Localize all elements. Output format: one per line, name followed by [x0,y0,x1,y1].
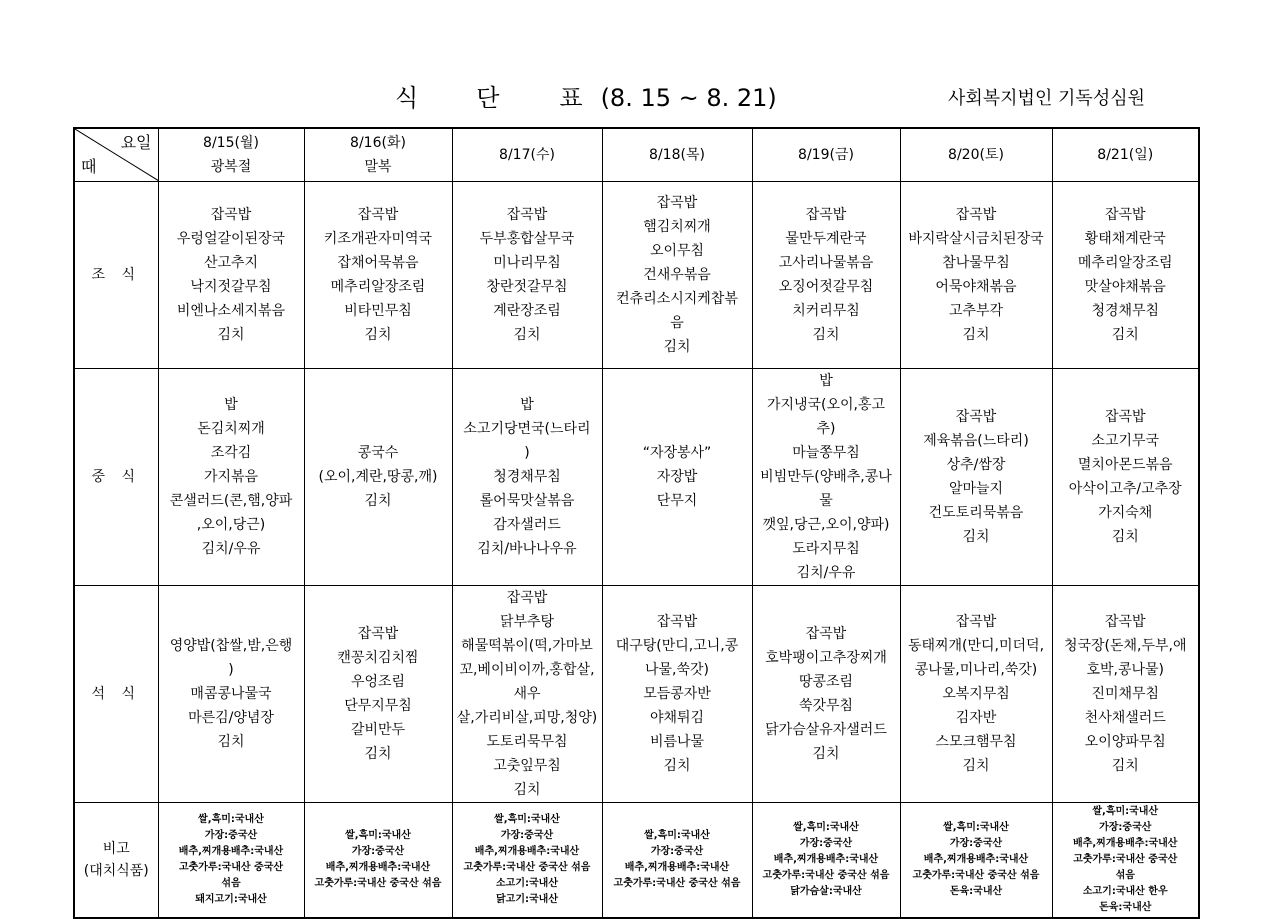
menu-item: 우렁얼갈이된장국 [176,231,286,247]
menu-item: 김치 [364,493,392,509]
menu-item: 잡곡밥 [357,207,399,223]
menu-item: 비타민무침 [344,303,412,319]
dinner-row [74,586,1199,803]
title-char: 식 [395,84,419,112]
menu-item: 잡곡밥 [210,207,252,223]
menu-cell [1052,182,1199,369]
menu-cell [1052,586,1199,803]
menu-item: 쑥갓무침 [798,698,854,714]
menu-item: 어묵야채볶음 [935,279,1017,295]
menu-item: 제육볶음(느타리) [923,433,1029,449]
menu-item: 천사채샐러드 [1084,710,1166,726]
origin-note-line: 고춧가루:국내산 중국산 [178,862,284,873]
origin-note-cell [602,803,752,919]
menu-cell [752,586,900,803]
origin-note-line: 섞음 [1115,870,1135,881]
menu-item: 단무지무침 [344,698,412,714]
menu-item: 갈비만두 [350,722,406,738]
origin-note-line: 고춧가루:국내산 중국산 섞음 [613,878,741,889]
origin-note-line: 소고기:국내산 한우 [1082,886,1168,897]
menu-item: 계란장조림 [493,303,561,319]
menu-item: 잡채어묵볶음 [337,255,419,271]
menu-item: 스모크햄무침 [935,734,1017,750]
menu-item: (오이,계란,땅콩,깨) [318,469,438,485]
menu-cell [752,369,900,586]
menu-item: 김치 [217,327,245,343]
menu-item: 김치 [364,746,392,762]
document-title [395,78,777,113]
menu-item: 콩국수 [357,445,399,461]
origin-note-line: 고춧가루:국내산 중국산 섞음 [314,878,442,889]
origin-note-line: 고춧가루:국내산 중국산 섞음 [463,862,591,873]
day-header: 8/17(수) [452,128,602,182]
corner-cell [74,128,158,182]
origin-note-line: 배추,찌개용배추:국내산 [923,854,1029,865]
menu-item: 잡곡밥 [656,614,698,630]
meal-label-lunch: 중 식 [74,369,158,586]
origin-note-line: 쌀,흑미:국내산 [494,814,560,825]
menu-item: 돈김치찌개 [197,421,265,437]
menu-item: 메추리알장조림 [330,279,426,295]
origin-note-line: 가장:중국산 [799,838,853,849]
title-char: 표 [559,84,583,112]
menu-item: 비엔나소세지볶음 [176,303,286,319]
day-header: 8/20(토) [900,128,1052,182]
menu-item: 김치 [1111,327,1139,343]
origin-note-cell [752,803,900,919]
menu-item: 매콤콩나물국 [190,686,272,702]
menu-item: 동태찌개(만디,미더덕, [907,638,1045,654]
menu-item: 잡곡밥 [805,626,847,642]
weekly-menu-table [73,127,1200,919]
origin-note-line: 배추,찌개용배추:국내산 [624,862,730,873]
menu-item: 잡곡밥 [656,195,698,211]
menu-item: 밥 [520,397,534,413]
origin-note-line: 배추,찌개용배추:국내산 [178,846,284,857]
menu-item: 나물,쑥갓) [644,662,709,678]
meal-axis-label: 때 [81,157,97,176]
notes-row [74,803,1199,919]
menu-item: 치커리무침 [792,303,860,319]
menu-item: 깻잎,당근,오이,양파) [762,517,890,533]
origin-note-line: 쌀,흑미:국내산 [1092,806,1159,817]
menu-item: 고추부각 [948,303,1004,319]
menu-item: 알마늘지 [948,481,1004,497]
menu-cell [158,182,304,369]
menu-item: 음 [670,315,684,331]
menu-item: 멸치아몬드볶음 [1077,457,1173,473]
day-header: 8/15(월) 광복절 [158,128,304,182]
menu-item: 햄김치찌개 [643,219,711,235]
menu-item: 가지볶음 [203,469,259,485]
menu-item: 김치 [663,339,691,355]
origin-note-line: 가장:중국산 [204,830,258,841]
day-header: 8/18(목) [602,128,752,182]
origin-note-line: 돈육:국내산 [1099,902,1152,913]
menu-item: 김치/바나나우유 [477,541,577,557]
menu-item: 잡곡밥 [805,207,847,223]
menu-item: 김치 [962,758,990,774]
menu-item: 잡곡밥 [357,626,399,642]
menu-item: 닭가슴살유자샐러드 [765,722,887,738]
menu-item: 오징어젓갈무침 [778,279,874,295]
origin-note-line: 배추,찌개용배추:국내산 [773,854,879,865]
menu-item: 두부홍합살무국 [479,231,575,247]
menu-cell [900,369,1052,586]
menu-cell [602,182,752,369]
origin-note-line: 배추,찌개용배추:국내산 [474,846,580,857]
menu-item: 청국장(돈채,두부,애 [1063,638,1187,654]
origin-note-line: 쌀,흑미:국내산 [345,830,411,841]
menu-item: 황태채계란국 [1084,231,1166,247]
origin-note-cell [1052,803,1199,919]
origin-note-line: 쌀,흑미:국내산 [793,822,859,833]
menu-item: 영양밥(찹쌀,밤,은행 [169,638,293,654]
header-row [74,128,1199,182]
origin-note-cell [900,803,1052,919]
origin-note-line: 가장:중국산 [949,838,1003,849]
origin-note-line: 가장:중국산 [650,846,704,857]
menu-item: 캔꽁치김치찜 [337,650,419,666]
menu-item: 대구탕(만디,고니,콩 [615,638,739,654]
menu-item: 살,가리비살,피망,청양) [456,710,598,726]
menu-item: 호박,콩나물) [1086,662,1165,678]
menu-item: 롤어묵맛살볶음 [479,493,575,509]
origin-note-line: 돼지고기:국내산 [195,894,267,905]
menu-item: 밥 [224,397,238,413]
menu-item: 물만두계란국 [785,231,867,247]
menu-item: 잡곡밥 [1104,207,1146,223]
origin-note-line: 고춧가루:국내산 중국산 섞음 [912,870,1040,881]
menu-item: 야채튀김 [649,710,705,726]
menu-item: 잡곡밥 [1104,614,1146,630]
menu-item: 모듬콩자반 [643,686,711,702]
menu-cell [900,586,1052,803]
menu-item: 잡곡밥 [955,207,997,223]
menu-cell [602,586,752,803]
menu-item: 조각김 [210,445,252,461]
menu-item: “자장봉사” [642,445,712,461]
menu-item: 김치 [1111,529,1139,545]
menu-item: ) [228,662,234,678]
origin-note-cell [452,803,602,919]
menu-item: 진미채무침 [1091,686,1160,702]
menu-item: 오이무침 [649,243,705,259]
origin-note-line: 소고기:국내산 [496,878,558,889]
menu-cell [602,369,752,586]
menu-cell [1052,369,1199,586]
menu-item: 잡곡밥 [955,409,997,425]
menu-item: 상추/쌈장 [946,457,1006,473]
day-header: 8/19(금) [752,128,900,182]
menu-item: 콘샐러드(콘,햄,양파 [169,493,293,509]
menu-item: 마른김/양념장 [188,710,274,726]
menu-item: 바지락살시금치된장국 [908,231,1044,247]
origin-note-cell [304,803,452,919]
menu-item: 맛살야채볶음 [1084,279,1166,295]
menu-item: 감자샐러드 [493,517,561,533]
menu-item: 밥 [819,373,833,389]
menu-item: 김치 [962,327,990,343]
origin-note-line: 가장:중국산 [351,846,405,857]
menu-item: 참나물무침 [942,255,1010,271]
menu-item: ,오이,당근) [196,517,266,533]
menu-item: 소고기당면국(느타리 [463,421,591,437]
menu-item: 땅콩조림 [798,674,854,690]
menu-item: 잡곡밥 [955,614,997,630]
menu-item: 단무지 [656,493,698,509]
origin-note-line: 쌀,흑미:국내산 [644,830,710,841]
menu-item: 김치 [364,327,392,343]
menu-item: 오복지무침 [942,686,1010,702]
menu-item: 소고기무국 [1091,433,1160,449]
menu-item: 김치/우유 [201,541,261,557]
meal-label-dinner: 석 식 [74,586,158,803]
menu-item: 꼬,베이비이까,홍합살,새우 [459,662,595,702]
menu-item: 메추리알장조림 [1077,255,1173,271]
organization-name: 사회복지법인 기독성심원 [948,88,1145,109]
menu-item: 추) [816,421,836,437]
origin-note-cell [158,803,304,919]
menu-item: 아삭이고추/고추장 [1068,481,1182,497]
menu-item: 청경채무침 [493,469,561,485]
menu-cell [452,182,602,369]
menu-item: 김치 [812,746,840,762]
menu-item: 산고추지 [203,255,259,271]
menu-item: 가지냉국(오이,홍고 [766,397,886,413]
menu-item: 청경채무침 [1091,303,1160,319]
menu-item: 김치 [217,734,245,750]
menu-item: 김치 [812,327,840,343]
meal-label-breakfast: 조 식 [74,182,158,369]
menu-item: 비름나물 [649,734,705,750]
menu-item: 컨츄리소시지케찹볶 [616,291,738,307]
menu-item: 고춧잎무침 [493,758,561,774]
menu-item: 비빔만두(양배추,콩나물 [760,469,892,509]
origin-note-line: 가장:중국산 [500,830,554,841]
menu-item: 김치 [513,782,541,798]
menu-item: 잡곡밥 [1104,409,1146,425]
menu-item: 키조개관자미역국 [323,231,433,247]
lunch-row [74,369,1199,586]
menu-item: 도토리묵무침 [486,734,568,750]
notes-label: 비고 (대치식품) [74,803,158,919]
menu-cell [304,369,452,586]
menu-item: 오이양파무침 [1084,734,1166,750]
menu-item: 미나리무침 [493,255,561,271]
menu-item: ) [524,445,530,461]
menu-item: 김치 [513,327,541,343]
breakfast-row [74,182,1199,369]
menu-item: 잡곡밥 [506,207,548,223]
origin-note-line: 고춧가루:국내산 중국산 [1073,854,1178,865]
menu-item: 김치 [962,529,990,545]
origin-note-line: 쌀,흑미:국내산 [198,814,264,825]
menu-item: 김자반 [955,710,997,726]
menu-item: 건도토리묵볶음 [928,505,1024,521]
menu-item: 콩나물,미나리,쑥갓) [914,662,1038,678]
menu-cell [304,586,452,803]
menu-item: 마늘쫑무침 [792,445,860,461]
origin-note-line: 배추,찌개용배추:국내산 [325,862,431,873]
origin-note-line: 섞음 [221,878,241,889]
menu-item: 김치/우유 [796,565,856,581]
menu-cell [452,586,602,803]
day-axis-label: 요일 [120,133,152,152]
menu-cell [452,369,602,586]
menu-item: 닭부추탕 [499,614,555,630]
menu-item: 낙지젓갈무침 [190,279,272,295]
origin-note-line: 돈육:국내산 [949,886,1003,897]
menu-item: 건새우볶음 [643,267,711,283]
menu-cell [158,369,304,586]
day-header: 8/21(일) [1052,128,1199,182]
menu-item: 김치 [663,758,691,774]
origin-note-line: 배추,찌개용배추:국내산 [1073,838,1178,849]
menu-item: 도라지무침 [792,541,860,557]
origin-note-line: 고춧가루:국내산 중국산 섞음 [762,870,890,881]
origin-note-line: 닭가슴살:국내산 [790,886,862,897]
menu-item: 창란젓갈무침 [486,279,568,295]
title-char: 단 [476,84,500,112]
menu-item: 고사리나물볶음 [778,255,874,271]
origin-note-line: 가장:중국산 [1099,822,1152,833]
day-header: 8/16(화) 말복 [304,128,452,182]
origin-note-line: 닭고기:국내산 [496,894,558,905]
menu-cell [900,182,1052,369]
menu-item: 호박팽이고추장찌개 [765,650,887,666]
menu-item: 가지숙채 [1098,505,1153,521]
menu-cell [304,182,452,369]
menu-cell [158,586,304,803]
title-period: (8. 15 ~ 8. 21) [600,84,777,112]
menu-item: 우엉조림 [350,674,406,690]
menu-item: 김치 [1111,758,1139,774]
menu-item: 잡곡밥 [506,590,548,606]
menu-cell [752,182,900,369]
menu-item: 자장밥 [656,469,698,485]
origin-note-line: 쌀,흑미:국내산 [943,822,1009,833]
menu-item: 해물떡볶이(떡,가마보 [461,638,593,654]
